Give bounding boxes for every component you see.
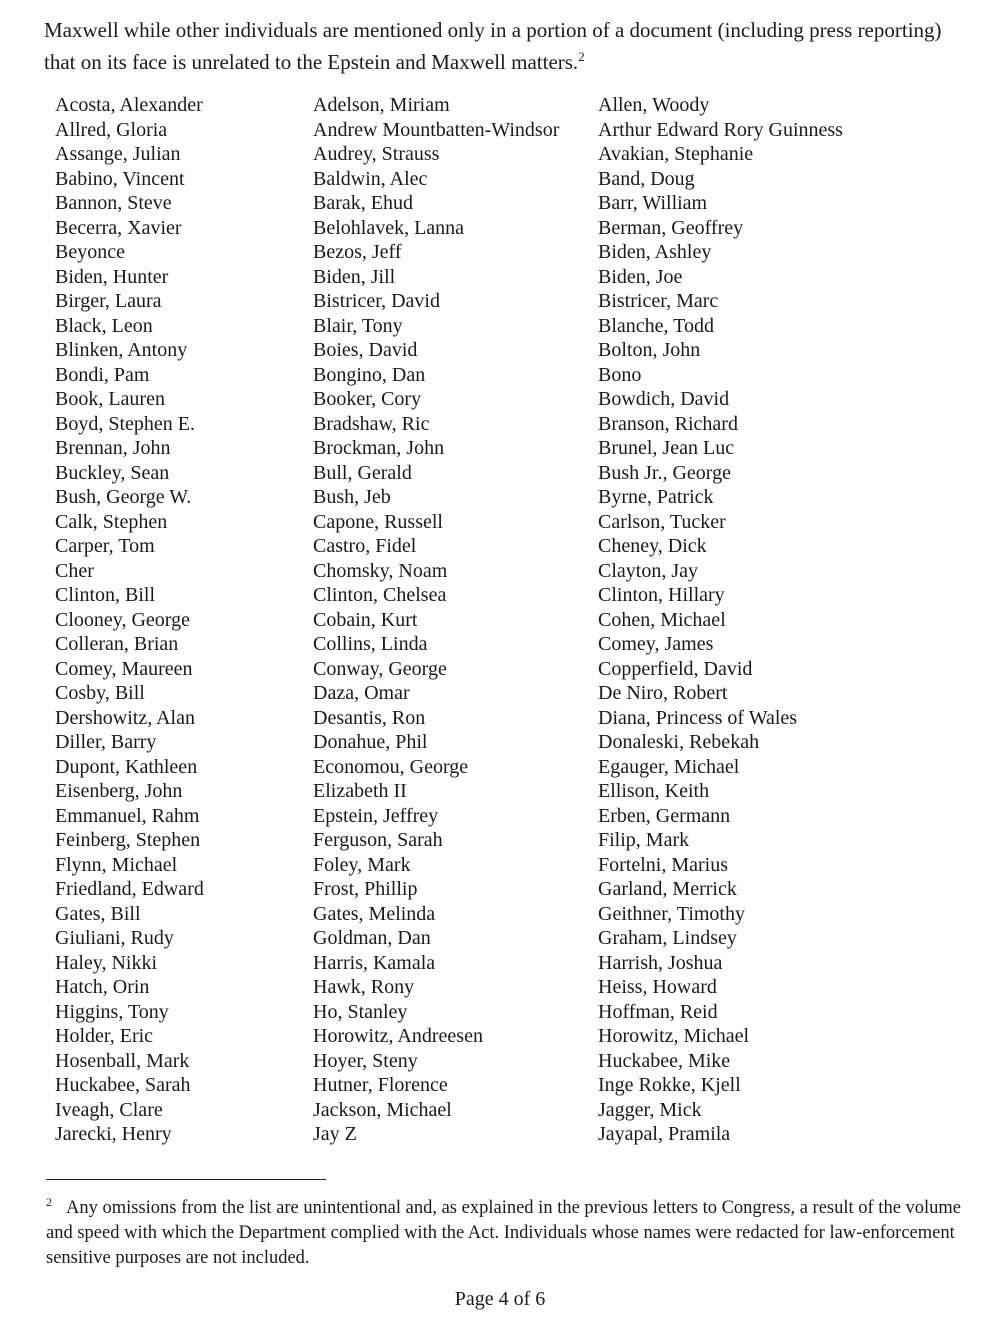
name-entry: Flynn, Michael	[55, 853, 178, 876]
name-entry: Bowdich, David	[598, 388, 730, 410]
name-entry: Diana, Princess of Wales	[598, 706, 798, 729]
name-entry: Erben, Germann	[598, 804, 731, 827]
name-entry: Cher	[55, 559, 94, 582]
name-entry: Berman, Geoffrey	[598, 216, 744, 239]
name-entry: Barr, William	[598, 192, 708, 214]
name-entry: Hawk, Rony	[313, 976, 415, 998]
name-entry: Bolton, John	[598, 339, 701, 361]
name-entry: Bradshaw, Ric	[313, 412, 430, 435]
name-entry: Branson, Richard	[598, 412, 738, 435]
name-entry: Iveagh, Clare	[55, 1098, 163, 1121]
name-entry: Eisenberg, John	[55, 780, 183, 802]
name-entry: Economou, George	[313, 755, 469, 778]
name-entry: Graham, Lindsey	[598, 927, 737, 949]
name-entry: Jayapal, Pramila	[598, 1123, 731, 1145]
name-entry: Beyonce	[55, 241, 125, 263]
name-entry: Blair, Tony	[313, 314, 403, 337]
name-entry: Acosta, Alexander	[55, 94, 203, 116]
name-entry: Filip, Mark	[598, 829, 690, 851]
name-entry: Bistricer, Marc	[598, 290, 719, 312]
name-entry: Audrey, Strauss	[313, 143, 440, 165]
name-entry: Gates, Melinda	[313, 902, 436, 925]
name-entry: Birger, Laura	[55, 290, 162, 312]
name-entry: Donahue, Phil	[313, 731, 428, 753]
name-entry: Band, Doug	[598, 167, 695, 190]
name-entry: Carlson, Tucker	[598, 510, 726, 533]
name-entry: Giuliani, Rudy	[55, 927, 174, 949]
name-entry: Gates, Bill	[55, 902, 141, 925]
name-entry: Clinton, Bill	[55, 584, 156, 606]
name-entry: Boyd, Stephen E.	[55, 412, 195, 435]
name-entry: Capone, Russell	[313, 510, 443, 533]
name-entry: Comey, James	[598, 633, 714, 655]
name-entry: Emmanuel, Rahm	[55, 804, 200, 827]
name-entry: Bush Jr., George	[598, 461, 731, 484]
name-entry: Belohlavek, Lanna	[313, 216, 465, 239]
footnote-text: Any omissions from the list are unintentional and, as explained in the previous letters to Congress, a result of the volume and speed with which the Department complied with the Act. Individuals whose names were redacted for law-enforcement sensitive purposes are not included.	[46, 1198, 962, 1268]
name-entry: Foley, Mark	[313, 853, 411, 876]
name-entry: Clooney, George	[55, 608, 190, 631]
name-entry: Garland, Merrick	[598, 878, 737, 900]
names-column-2	[313, 93, 593, 1147]
name-entry: Byrne, Patrick	[598, 486, 714, 508]
name-entry: Harrish, Joshua	[598, 951, 723, 974]
name-entry: Buckley, Sean	[55, 461, 170, 484]
name-entry: Allred, Gloria	[55, 118, 168, 141]
name-entry: Cobain, Kurt	[313, 608, 418, 631]
name-entry: Huckabee, Mike	[598, 1049, 731, 1072]
name-entry: Biden, Joe	[598, 265, 683, 288]
name-entry: Hatch, Orin	[55, 976, 150, 998]
name-entry: Jackson, Michael	[313, 1098, 452, 1121]
intro-text: Maxwell while other individuals are mentioned only in a portion of a document (including press reporting) that on its face is unrelated to the Epstein and Maxwell matters.	[44, 18, 942, 74]
name-entry: Diller, Barry	[55, 731, 157, 753]
name-entry: Becerra, Xavier	[55, 216, 182, 239]
name-entry: Geithner, Timothy	[598, 902, 745, 925]
name-entry: Cohen, Michael	[598, 608, 726, 631]
name-entry: Ferguson, Sarah	[313, 829, 443, 851]
name-entry: Brennan, John	[55, 437, 171, 459]
name-entry: Andrew Mountbatten-Windsor	[313, 118, 560, 141]
footnote-marker: 2	[46, 1194, 52, 1209]
name-entry: Blanche, Todd	[598, 314, 714, 337]
name-entry: Babino, Vincent	[55, 167, 185, 190]
name-entry: Baldwin, Alec	[313, 167, 428, 190]
name-entry: Jarecki, Henry	[55, 1123, 172, 1145]
name-entry: Bondi, Pam	[55, 363, 150, 386]
name-entry: Bistricer, David	[313, 290, 440, 312]
name-entry: Book, Lauren	[55, 388, 165, 410]
name-entry: Copperfield, David	[598, 657, 753, 680]
name-entry: Bannon, Steve	[55, 192, 172, 214]
name-entry: Bezos, Jeff	[313, 241, 402, 263]
name-entry: Goldman, Dan	[313, 927, 431, 949]
footnote	[46, 1196, 966, 1271]
name-entry: Black, Leon	[55, 314, 153, 337]
name-entry: Epstein, Jeffrey	[313, 804, 439, 827]
name-entry: Fortelni, Marius	[598, 853, 728, 876]
name-entry: Brockman, John	[313, 437, 445, 459]
name-entry: Chomsky, Noam	[313, 559, 448, 582]
name-entry: De Niro, Robert	[598, 682, 728, 704]
page-number: Page 4 of 6	[454, 1288, 546, 1310]
name-entry: Feinberg, Stephen	[55, 829, 201, 851]
name-entry: Hosenball, Mark	[55, 1049, 190, 1072]
name-entry: Frost, Phillip	[313, 878, 418, 900]
name-entry: Biden, Hunter	[55, 265, 169, 288]
name-entry: Egauger, Michael	[598, 755, 740, 778]
name-entry: Harris, Kamala	[313, 951, 436, 974]
name-entry: Hoyer, Steny	[313, 1049, 418, 1072]
name-entry: Bush, Jeb	[313, 486, 391, 508]
name-entry: Dershowitz, Alan	[55, 706, 195, 729]
name-entry: Clayton, Jay	[598, 559, 698, 582]
name-entry: Daza, Omar	[313, 682, 410, 704]
names-column-3	[598, 93, 978, 1147]
intro-paragraph	[44, 14, 964, 78]
name-entry: Horowitz, Andreesen	[313, 1025, 483, 1047]
name-entry: Ellison, Keith	[598, 780, 710, 802]
name-entry: Avakian, Stephanie	[598, 143, 754, 165]
name-entry: Adelson, Miriam	[313, 94, 450, 116]
name-entry: Assange, Julian	[55, 143, 181, 165]
name-entry: Holder, Eric	[55, 1025, 154, 1047]
name-entry: Barak, Ehud	[313, 192, 413, 214]
name-entry: Boies, David	[313, 339, 418, 361]
name-entry: Arthur Edward Rory Guinness	[598, 118, 843, 141]
name-entry: Hoffman, Reid	[598, 1000, 718, 1023]
name-entry: Castro, Fidel	[313, 535, 417, 557]
name-entry: Colleran, Brian	[55, 633, 179, 655]
name-entry: Biden, Ashley	[598, 241, 712, 263]
name-entry: Blinken, Antony	[55, 339, 188, 361]
name-entry: Heiss, Howard	[598, 976, 717, 998]
name-entry: Comey, Maureen	[55, 657, 193, 680]
name-entry: Desantis, Ron	[313, 706, 426, 729]
name-entry: Biden, Jill	[313, 265, 396, 288]
name-entry: Cheney, Dick	[598, 535, 707, 557]
name-entry: Collins, Linda	[313, 633, 428, 655]
name-entry: Inge Rokke, Kjell	[598, 1074, 741, 1096]
name-entry: Bull, Gerald	[313, 461, 412, 484]
name-entry: Cosby, Bill	[55, 682, 145, 704]
name-entry: Clinton, Chelsea	[313, 584, 447, 606]
name-entry: Haley, Nikki	[55, 951, 158, 974]
name-entry: Hutner, Florence	[313, 1074, 448, 1096]
name-entry: Conway, George	[313, 657, 447, 680]
name-entry: Bono	[598, 363, 642, 386]
name-entry: Brunel, Jean Luc	[598, 437, 735, 459]
name-entry: Dupont, Kathleen	[55, 755, 198, 778]
name-entry: Allen, Woody	[598, 94, 710, 116]
name-entry: Horowitz, Michael	[598, 1025, 750, 1047]
name-entry: Ho, Stanley	[313, 1000, 408, 1023]
name-entry: Carper, Tom	[55, 535, 155, 557]
name-entry: Jagger, Mick	[598, 1098, 702, 1121]
name-entry: Clinton, Hillary	[598, 584, 725, 606]
name-entry: Donaleski, Rebekah	[598, 731, 760, 753]
name-entry: Bongino, Dan	[313, 363, 426, 386]
name-entry: Calk, Stephen	[55, 510, 168, 533]
names-column-1	[55, 93, 305, 1147]
name-entry: Friedland, Edward	[55, 878, 204, 900]
name-entry: Bush, George W.	[55, 486, 192, 508]
name-entry: Huckabee, Sarah	[55, 1074, 191, 1096]
footnote-reference: 2	[578, 49, 585, 64]
name-entry: Jay Z	[313, 1123, 357, 1145]
name-entry: Elizabeth II	[313, 780, 407, 802]
name-entry: Booker, Cory	[313, 388, 422, 410]
footnote-divider	[46, 1179, 326, 1180]
name-entry: Higgins, Tony	[55, 1000, 169, 1023]
